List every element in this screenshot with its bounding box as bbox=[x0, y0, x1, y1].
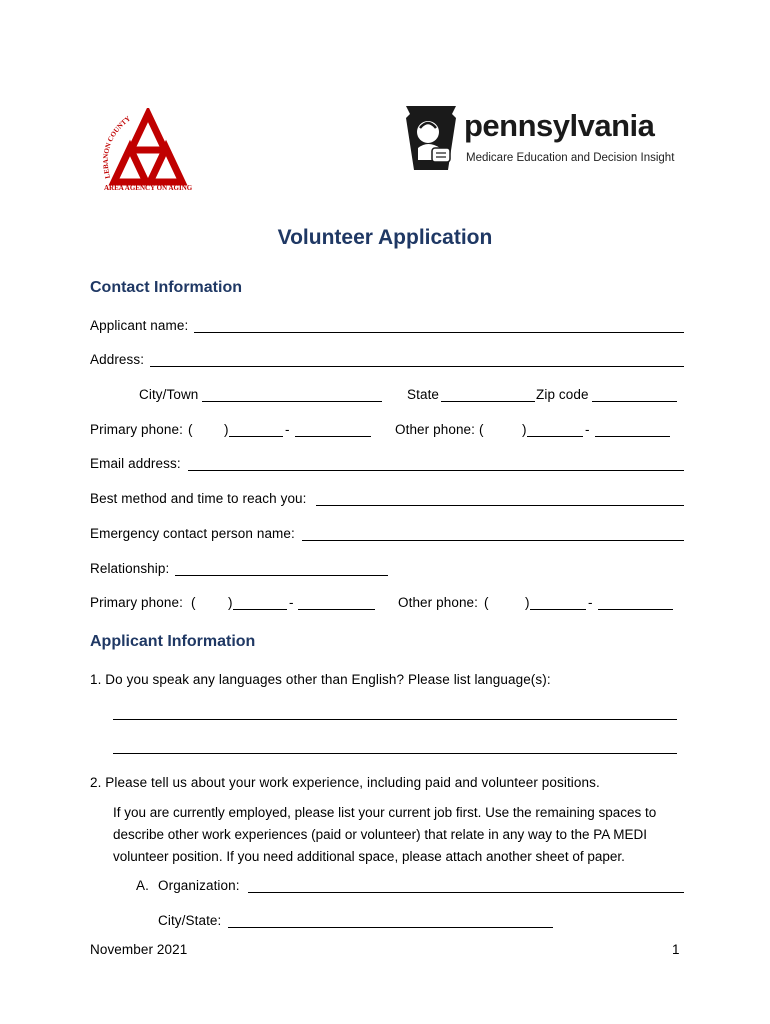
best-method-label: Best method and time to reach you: bbox=[90, 491, 307, 506]
phone-close-paren: ) bbox=[228, 595, 233, 610]
lebanon-county-aaa-logo bbox=[96, 108, 196, 198]
primary-phone-line-field[interactable] bbox=[295, 436, 371, 437]
emergency-other-line-field[interactable] bbox=[598, 609, 673, 610]
emergency-primary-prefix-field[interactable] bbox=[233, 609, 287, 610]
question-2: 2. Please tell us about your work experience, including paid and volunteer positions. bbox=[90, 775, 600, 790]
phone-open-paren: ( bbox=[484, 595, 489, 610]
phone-open-paren: ( bbox=[188, 422, 193, 437]
primary-phone-prefix-field[interactable] bbox=[229, 436, 283, 437]
phone-dash: - bbox=[285, 422, 290, 437]
applicant-name-field[interactable] bbox=[194, 332, 684, 333]
email-field[interactable] bbox=[188, 470, 684, 471]
address-label: Address: bbox=[90, 352, 145, 367]
state-field[interactable] bbox=[441, 401, 535, 402]
emergency-primary-line-field[interactable] bbox=[298, 609, 375, 610]
phone-dash: - bbox=[588, 595, 593, 610]
pa-wordmark: pennsylvania bbox=[464, 108, 655, 143]
state-label: State bbox=[407, 387, 440, 402]
city-label: City/Town bbox=[139, 387, 199, 402]
pa-tagline: Medicare Education and Decision Insight bbox=[466, 152, 675, 164]
contact-heading: Contact Information bbox=[90, 279, 242, 296]
other-phone-prefix-field[interactable] bbox=[527, 436, 583, 437]
emergency-primary-phone-label: Primary phone: bbox=[90, 595, 183, 610]
languages-field-2[interactable] bbox=[113, 753, 677, 754]
primary-phone-label: Primary phone: bbox=[90, 422, 183, 437]
organization-marker: A. bbox=[136, 878, 149, 893]
city-state-field[interactable] bbox=[228, 927, 553, 928]
keystone-icon bbox=[402, 104, 460, 172]
phone-dash: - bbox=[585, 422, 590, 437]
question-2-detail: If you are currently employed, please list your current job first. Use the remaining spaces to describe other work experiences (paid or volunteer) that relate in any way to the PA MEDI volunteer position. If you need additional space, please attach another sheet of paper. bbox=[113, 805, 657, 864]
other-phone-label: Other phone: bbox=[395, 422, 476, 437]
city-state-label: City/State: bbox=[158, 913, 222, 928]
relationship-field[interactable] bbox=[175, 575, 388, 576]
zip-label: Zip code bbox=[536, 387, 589, 402]
emergency-other-prefix-field[interactable] bbox=[530, 609, 586, 610]
phone-close-paren: ) bbox=[224, 422, 229, 437]
relationship-label: Relationship: bbox=[90, 561, 170, 576]
organization-label: Organization: bbox=[158, 878, 240, 893]
languages-field-1[interactable] bbox=[113, 719, 677, 720]
page-number: 1 bbox=[672, 942, 680, 957]
phone-open-paren: ( bbox=[479, 422, 484, 437]
logo-caption: AREA AGENCY ON AGING bbox=[104, 184, 193, 192]
best-method-field[interactable] bbox=[316, 505, 684, 506]
email-label: Email address: bbox=[90, 456, 181, 471]
zip-field[interactable] bbox=[592, 401, 677, 402]
page-title: Volunteer Application bbox=[277, 226, 493, 249]
city-field[interactable] bbox=[202, 401, 382, 402]
question-1: 1. Do you speak any languages other than English? Please list language(s): bbox=[90, 672, 551, 687]
emergency-label: Emergency contact person name: bbox=[90, 526, 295, 541]
emergency-field[interactable] bbox=[302, 540, 684, 541]
emergency-other-phone-label: Other phone: bbox=[398, 595, 479, 610]
footer-date: November 2021 bbox=[90, 942, 188, 957]
phone-close-paren: ) bbox=[522, 422, 527, 437]
phone-open-paren: ( bbox=[191, 595, 196, 610]
arc-text: LEBANON COUNTY bbox=[101, 114, 133, 180]
pa-medi-logo bbox=[402, 104, 675, 176]
phone-dash: - bbox=[289, 595, 294, 610]
applicant-heading: Applicant Information bbox=[90, 633, 256, 650]
other-phone-line-field[interactable] bbox=[595, 436, 670, 437]
organization-field[interactable] bbox=[248, 892, 684, 893]
address-field[interactable] bbox=[150, 366, 684, 367]
applicant-name-label: Applicant name: bbox=[90, 318, 189, 333]
phone-close-paren: ) bbox=[525, 595, 530, 610]
